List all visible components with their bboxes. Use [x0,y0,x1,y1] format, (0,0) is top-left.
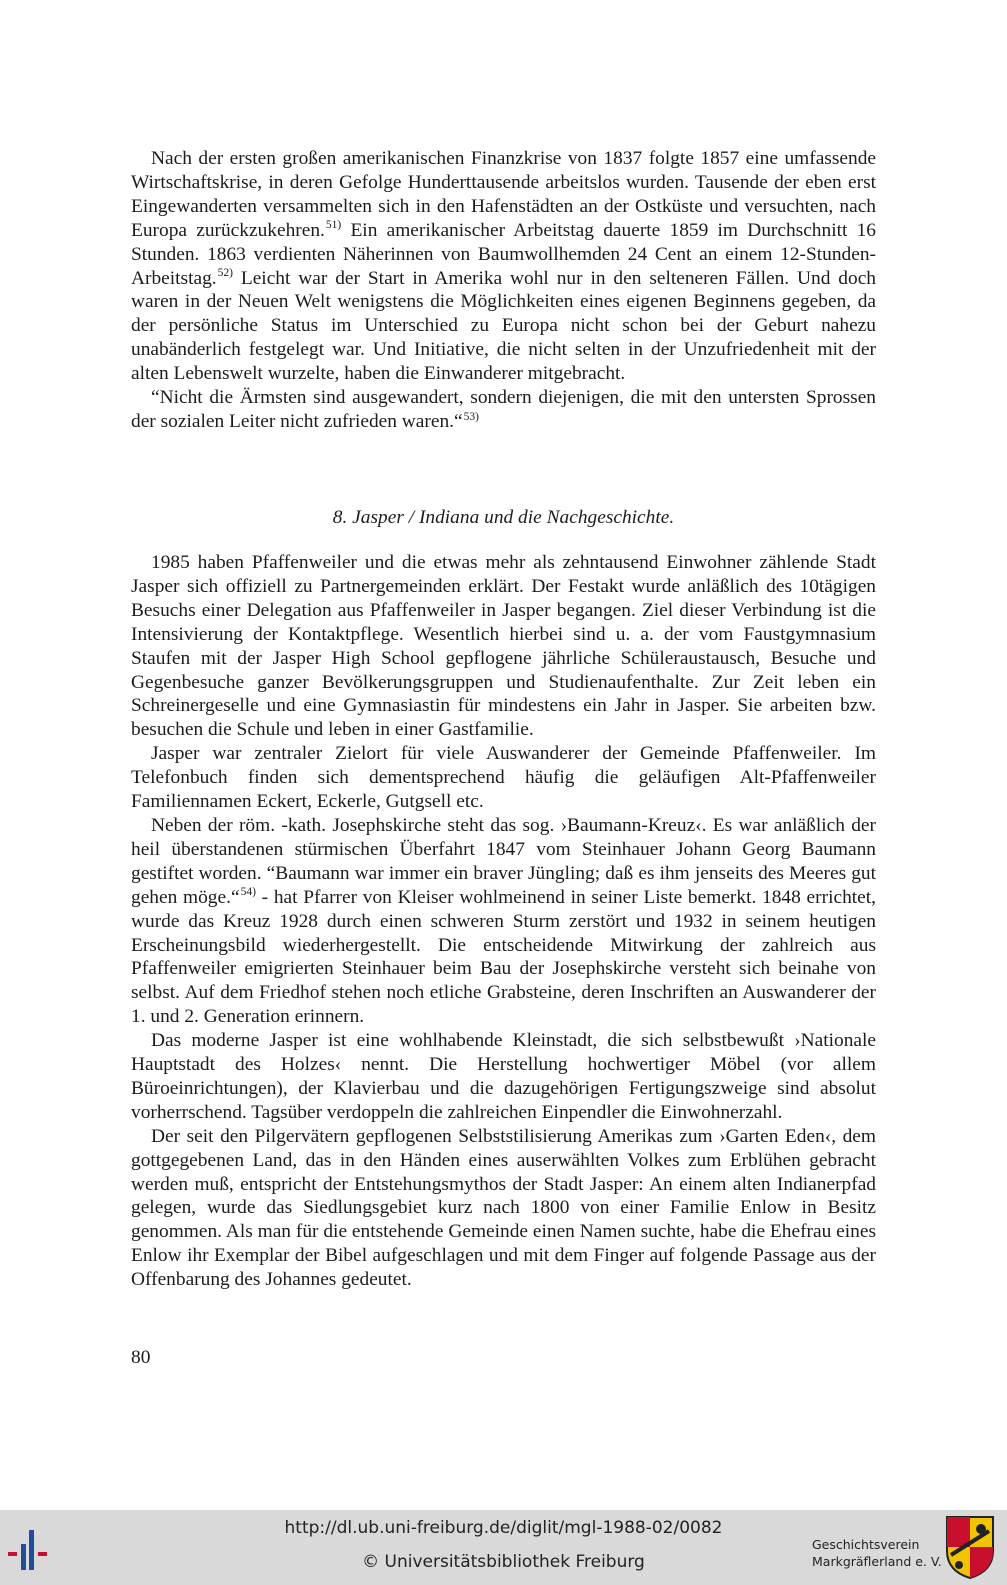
society-name-line2: Markgräflerland e. V. [812,1554,942,1569]
copyright-text: © Universitätsbibliothek Freiburg [362,1552,645,1572]
paragraph-text: Nach der ersten großen amerikanischen Finanzkrise von 1837 folgte 1857 eine umfassende Wirtschaftskrise, in deren Gefolge Hunderttausende arbeitslos wurden. Tausende der eben erst Eingewanderten versammelten sich in den Hafenstädten an der Ostküste und versuchten, nach Europa zurückzukehren. [131,148,876,241]
body-paragraph [131,1029,876,1125]
paragraph-text: Das moderne Jasper ist eine wohlhabende Kleinstadt, die sich selbstbewußt ›Nationale Hauptstadt des Holzes‹ nennt. Die Herstellung hochwertiger Möbel (vor allem Büroeinrichtungen), der Klavierbau und die dazugehörigen Fertigungszweige sind absolut vorherrschend. Tagsüber verdoppeln die zahlreichen Einpendler die Einwohnerzahl. [131,1030,876,1123]
paragraph-text: Neben der röm. -kath. Josephskirche steht das sog. ›Baumann-Kreuz‹. Es war anläßlich der heil überstandenen stürmischen Überfahrt 1847 vom Steinhauer Johann Georg Baumann gestiftet worden. “Baumann war immer ein braver Jüngling; daß es ihm jenseits des Meeres gut gehen möge.“ [131,814,876,908]
society-name-line1: Geschichtsverein [812,1537,920,1552]
paragraph-text: Ein amerikanischer Arbeitstag dauerte 1859 im Durchschnitt 16 Stunden. 1863 verdienten Näherinnen von Baumwollhemden 24 Cent an einem 12-Stunden-Arbeitstag. [131,219,876,289]
body-text-before-heading [131,147,876,434]
body-paragraph [131,742,876,814]
footnote-reference: 52) [217,267,233,280]
footnote-reference: 54) [240,886,256,899]
document-url-link[interactable]: http://dl.ub.uni-freiburg.de/diglit/mgl-1988-02/0082 [284,1518,723,1538]
body-paragraph [131,814,876,1029]
paragraph-text: Der seit den Pilgervätern gepflogenen Selbststilisierung Amerikas zum ›Garten Eden‹, dem gottgegebenen Land, das in den Händen eines auserwählten Volkes zum Erblühen gebracht werden muß, entspricht der Entstehungsmythos der Stadt Jasper: An einem alten Indianerpfad gelegen, wurde das Siedlungsgebiet kurz nach 1800 von einer Familie Enlow in Besitz genommen. Als man für die entstehende Gemeinde einen Namen suchte, habe die Ehefrau eines Enlow ihr Exemplar der Bibel aufgeschlagen und mit dem Finger auf folgende Passage aus der Offenbarung des Johannes gedeutet. [131,1125,876,1291]
paragraph-text: “Nicht die Ärmsten sind ausgewandert, sondern diejenigen, die mit den untersten Sprossen der sozialen Leiter nicht zufrieden waren.“ [131,387,876,432]
body-paragraph [131,386,876,434]
paragraph-text: 1985 haben Pfaffenweiler und die etwas mehr als zehntausend Einwohner zählende Stadt Jasper sich offiziell zu Partnergemeinden erklärt. Der Festakt wurde anläßlich des 10tägigen Besuchs einer Delegation aus Pfaffenweiler in Jasper begangen. Ziel dieser Verbindung ist die Intensivierung der Kontaktpflege. Wesentlich hierbei sind u. a. der vom Faustgymnasium Staufen mit der Jasper High School gepflogene jährliche Schüleraustausch, Besuche und Gegenbesuche ganzer Bevölkerungsgruppen und Studienaufenthalte. Zur Zeit leben ein Schreinergeselle und eine Gymnasiastin für mindestens ein Jahr in Jasper. Sie arbeiten bzw. besuchen die Schule und leben in einer Gastfamilie. [131,552,876,741]
body-paragraph [131,551,876,742]
footnote-reference: 53) [463,410,479,423]
viewer-footer [0,1510,1007,1585]
body-paragraph [131,147,876,386]
body-paragraph [131,1125,876,1292]
footnote-reference: 51) [325,219,342,232]
body-text-after-heading [131,551,876,1292]
paragraph-text: Jasper war zentraler Zielort für viele Auswanderer der Gemeinde Pfaffenweiler. Im Telefonbuch finden sich dementsprechend häufig die geläufigen Alt-Pfaffenweiler Familiennamen Eckert, Eckerle, Gutgsell etc. [131,743,876,813]
paragraph-text: Leicht war der Start in Amerika wohl nur in den selteneren Fällen. Und doch waren in der Neuen Welt wenigstens die Möglichkeiten eines eigenen Beginnens gegeben, da der persönliche Status im Unterschied zu Europa nicht schon bei der Geburt nahezu unabänderlich festgelegt war. Und Initiative, die nicht selten in der Unzufriedenheit mit der alten Lebenswelt wurzelte, haben die Einwanderer mitgebracht. [131,267,876,385]
coat-of-arms-icon [945,1515,995,1580]
paragraph-text: - hat Pfarrer von Kleiser wohlmeinend in seiner Liste bemerkt. 1848 errichtet, wurde das Kreuz 1928 durch einen schweren Sturm zerstört und 1932 in seinem heutigen Erscheinungsbild wiederhergestellt. Die entscheidende Mitwirkung der zahlreich aus Pfaffenweiler emigrierten Steinhauer beim Bau der Josephskirche versteht sich beinahe von selbst. Auf dem Friedhof stehen noch etliche Grabsteine, deren Inschriften an Auswanderer der 1. und 2. Generation erinnern. [131,886,876,1028]
society-name [812,1536,942,1570]
section-heading: 8. Jasper / Indiana und die Nachgeschichte. [332,507,675,528]
page-number: 80 [131,1347,151,1368]
